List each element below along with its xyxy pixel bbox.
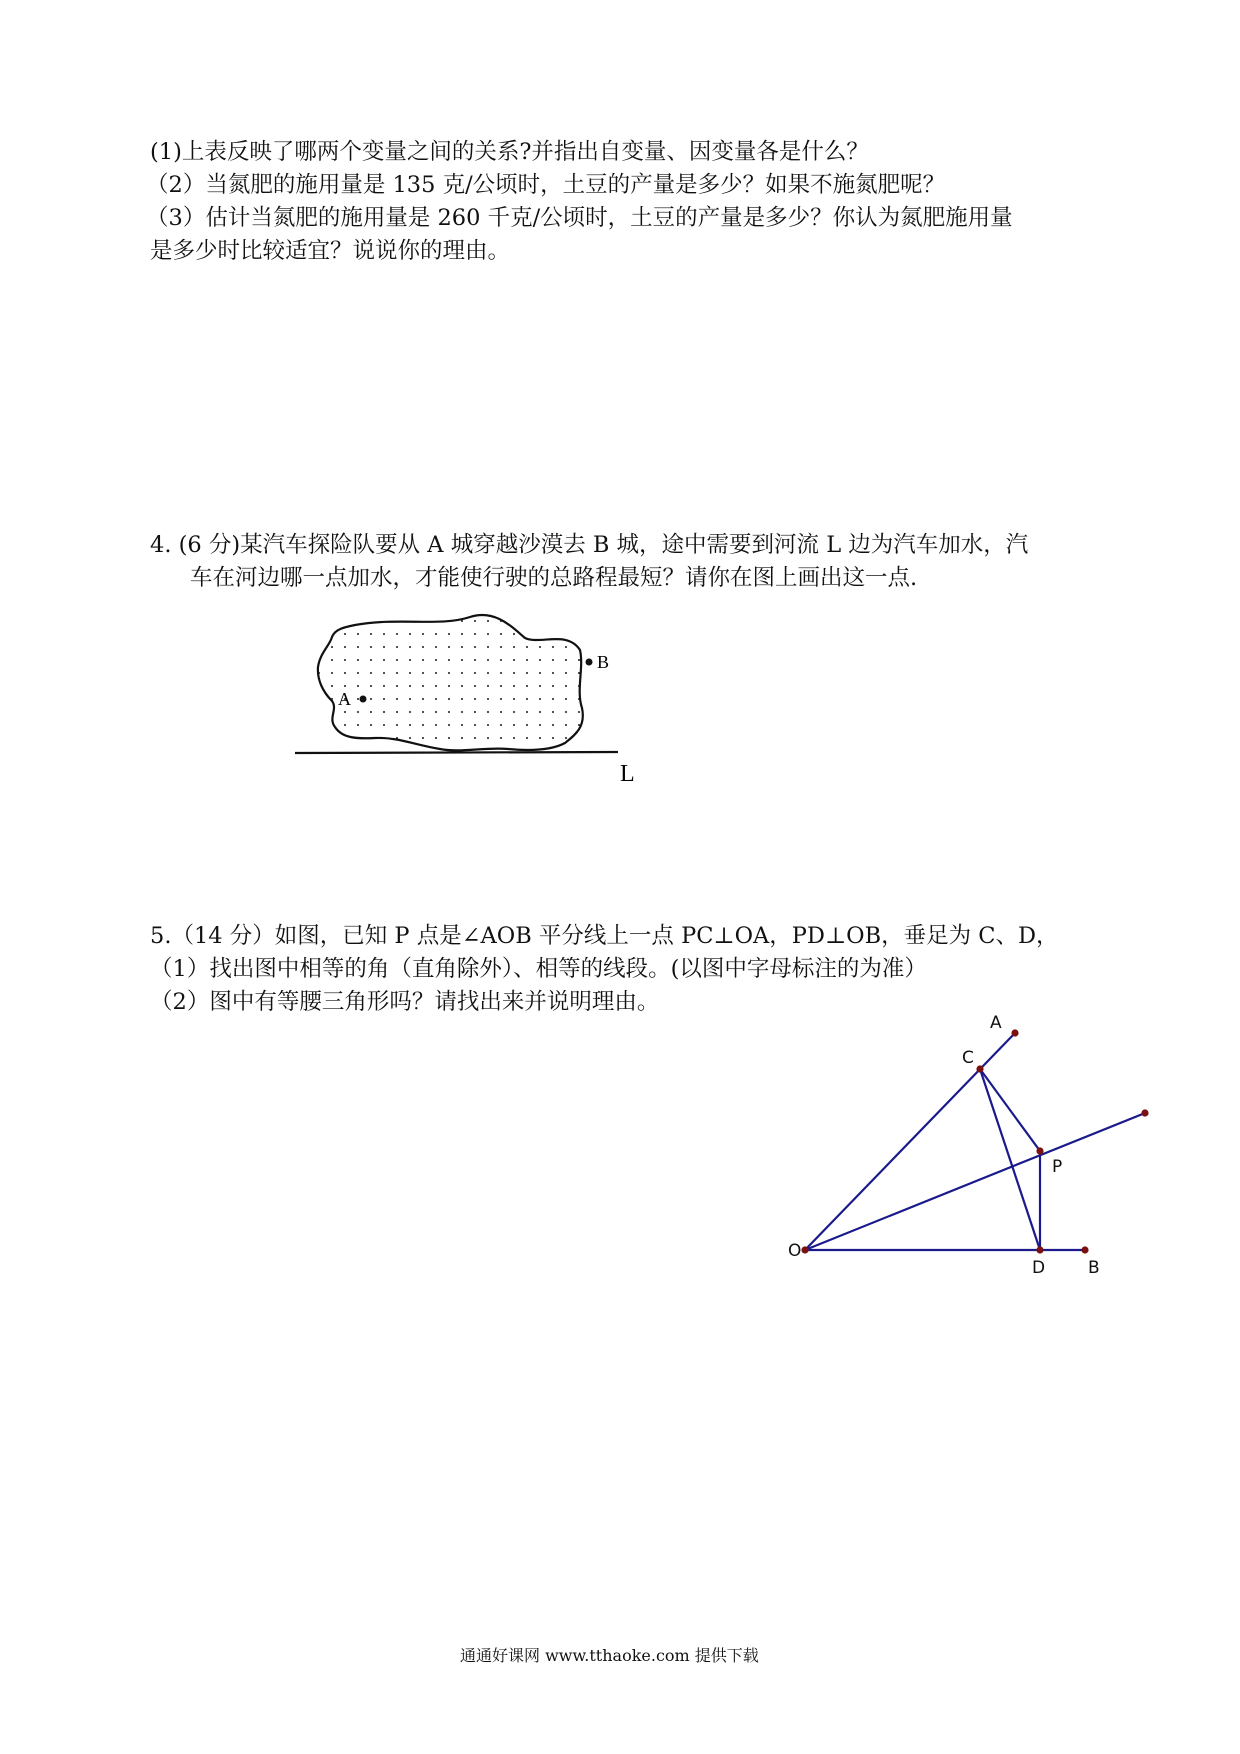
point-a5 xyxy=(1011,1029,1018,1036)
q5-part2-text: （2）图中有等腰三角形吗？请找出来并说明理由。 xyxy=(150,989,660,1015)
q4-text-line1: 4. (6 分)某汽车探险队要从 A 城穿越沙漠去 B 城，途中需要到河流 L 边为汽车加水，汽 xyxy=(150,532,1029,558)
point-d xyxy=(1036,1246,1043,1253)
label-l: L xyxy=(620,761,635,787)
point-a xyxy=(360,696,367,703)
ray-oa xyxy=(805,1033,1015,1250)
label-o: O xyxy=(788,1241,802,1261)
q5-part1-text: （1）找出图中相等的角（直角除外）、相等的线段。(以图中字母标注的为准） xyxy=(150,956,927,982)
river-l-line xyxy=(295,752,618,753)
q5-text-line1: 5.（14 分）如图，已知 P 点是∠AOB 平分线上一点 PC⊥OA，PD⊥OB，垂足为 C、D， xyxy=(150,923,1059,949)
label-b5: B xyxy=(1088,1258,1100,1278)
q3-part2-text: （2）当氮肥的施用量是 135 克/公顷时，土豆的产量是多少？如果不施氮肥呢？ xyxy=(146,172,946,198)
q3-part3-text: （3）估计当氮肥的施用量是 260 千克/公顷时，土豆的产量是多少？你认为氮肥施用量 xyxy=(146,205,1013,231)
point-c xyxy=(976,1065,983,1072)
point-b5 xyxy=(1081,1246,1088,1253)
page-footer: 通通好课网 www.tthaoke.com 提供下载 xyxy=(460,1646,759,1665)
point-o xyxy=(801,1246,808,1253)
desert-river-figure xyxy=(290,605,650,790)
label-a: A xyxy=(338,689,351,709)
point-p xyxy=(1036,1147,1043,1154)
label-b: B xyxy=(597,652,610,672)
label-p: P xyxy=(1052,1157,1063,1177)
q3-part1-text: (1)上表反映了哪两个变量之间的关系?并指出自变量、因变量各是什么？ xyxy=(150,139,869,165)
label-a5: A xyxy=(990,1015,1002,1033)
point-b xyxy=(586,659,593,666)
point-ray-end xyxy=(1141,1109,1148,1116)
bisector-op xyxy=(805,1113,1145,1250)
segment-pc xyxy=(980,1069,1040,1151)
q4-text-line2: 车在河边哪一点加水，才能使行驶的总路程最短？请你在图上画出这一点. xyxy=(190,565,918,591)
angle-bisector-figure xyxy=(780,1015,1160,1285)
label-c: C xyxy=(962,1048,974,1068)
desert-region xyxy=(318,615,583,750)
q3-part3-continued-text: 是多少时比较适宜？说说你的理由。 xyxy=(150,238,511,264)
label-d: D xyxy=(1032,1258,1046,1278)
